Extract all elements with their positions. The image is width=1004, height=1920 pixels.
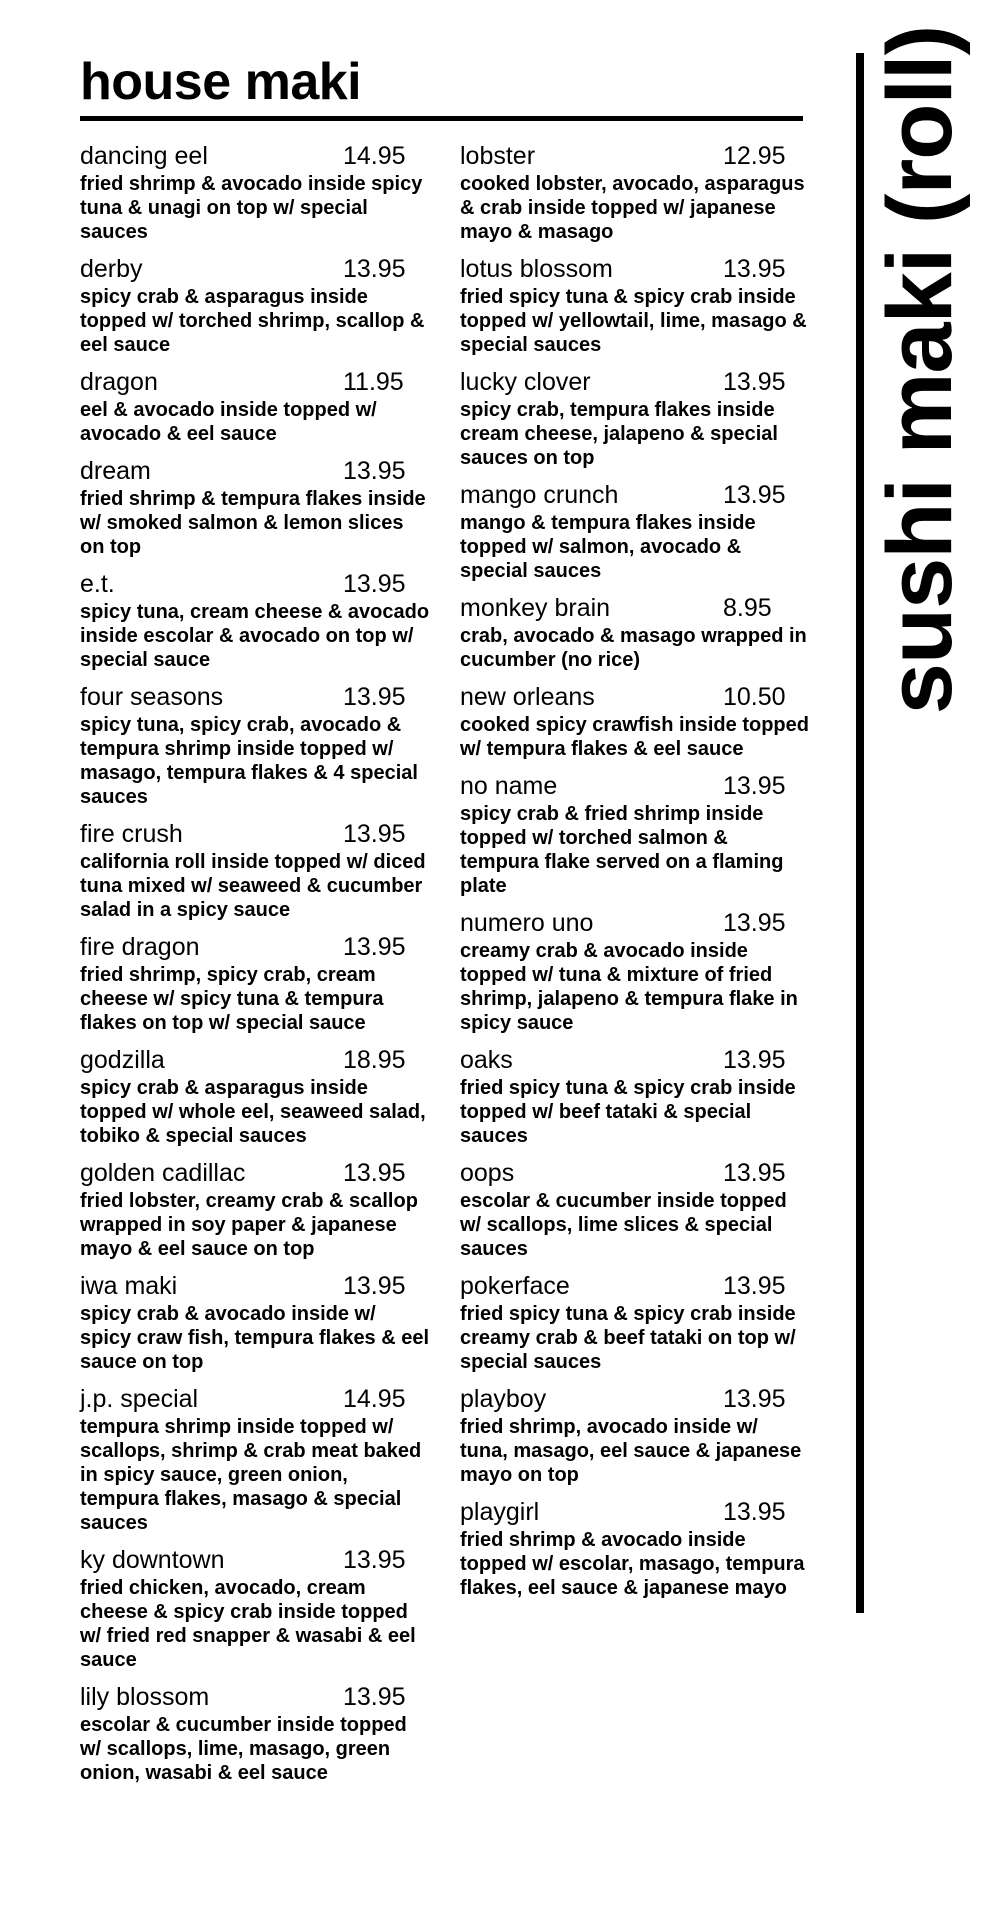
menu-item: [80, 1544, 430, 1672]
menu-item-header: [460, 681, 810, 713]
menu-item-name: pokerface: [460, 1272, 570, 1300]
menu-item-description: fried lobster, creamy crab & scallop wrapped in soy paper & japanese mayo & eel sauce on top: [80, 1190, 418, 1260]
menu-item-header: [80, 366, 430, 398]
menu-item: [80, 1270, 430, 1374]
menu-item-price: 13.95: [723, 1272, 786, 1300]
menu-item-description: california roll inside topped w/ diced tuna mixed w/ seaweed & cucumber salad in a spicy sauce: [80, 851, 426, 921]
menu-item-description: fried spicy tuna & spicy crab inside topped w/ yellowtail, lime, masago & special sauces: [460, 286, 807, 356]
menu-item-price: 13.95: [343, 457, 406, 485]
menu-item-header: [460, 770, 810, 802]
menu-item-price: 13.95: [343, 933, 406, 961]
menu-item-price: 13.95: [723, 1159, 786, 1187]
menu-item-name: lucky clover: [460, 368, 591, 396]
menu-item: [460, 140, 810, 244]
menu-item-price: 13.95: [723, 1385, 786, 1413]
menu-item-price: 18.95: [343, 1046, 406, 1074]
menu-item-header: [80, 455, 430, 487]
menu-item: [80, 366, 430, 446]
menu-item-price: 14.95: [343, 142, 406, 170]
menu-item-name: godzilla: [80, 1046, 165, 1074]
menu-column-right: [460, 140, 810, 1609]
menu-item: [460, 1270, 810, 1374]
menu-item-description: spicy crab & asparagus inside topped w/ torched shrimp, scallop & eel sauce: [80, 286, 425, 356]
menu-item-description: fried spicy tuna & spicy crab inside topped w/ beef tataki & special sauces: [460, 1077, 796, 1147]
menu-item-header: [80, 818, 430, 850]
menu-item-header: [80, 931, 430, 963]
menu-item-name: four seasons: [80, 683, 224, 711]
menu-item-name: e.t.: [80, 570, 115, 598]
menu-item-description: escolar & cucumber inside topped w/ scallops, lime, masago, green onion, wasabi & eel sauce: [80, 1714, 407, 1784]
menu-item-description: escolar & cucumber inside topped w/ scallops, lime slices & special sauces: [460, 1190, 787, 1260]
menu-item-price: 13.95: [723, 772, 786, 800]
menu-item-header: [80, 1044, 430, 1076]
menu-item-name: ky downtown: [80, 1546, 225, 1574]
menu-item: [80, 681, 430, 809]
menu-item-name: iwa maki: [80, 1272, 178, 1300]
menu-item: [80, 1681, 430, 1785]
menu-item-price: 11.95: [343, 368, 404, 396]
menu-item-header: [460, 1157, 810, 1189]
side-title: sushi maki (roll): [869, 25, 971, 715]
menu-item: [460, 1044, 810, 1148]
menu-item: [460, 253, 810, 357]
menu-item: [460, 681, 810, 761]
menu-item-price: 13.95: [343, 255, 406, 283]
menu-item-name: oaks: [460, 1046, 513, 1074]
menu-item-name: playboy: [460, 1385, 547, 1413]
menu-item-header: [460, 253, 810, 285]
menu-item: [460, 770, 810, 898]
side-divider: [856, 53, 864, 1613]
menu-item-price: 13.95: [343, 570, 406, 598]
menu-item-name: derby: [80, 255, 143, 283]
menu-item-header: [80, 1383, 430, 1415]
menu-item-price: 13.95: [723, 368, 786, 396]
menu-item-name: numero uno: [460, 909, 594, 937]
menu-item-header: [460, 907, 810, 939]
menu-item-description: fried shrimp & tempura flakes inside w/ smoked salmon & lemon slices on top: [80, 488, 426, 558]
menu-item-header: [80, 1681, 430, 1713]
menu-item: [80, 140, 430, 244]
menu-item: [460, 479, 810, 583]
menu-item-description: fried shrimp & avocado inside spicy tuna & unagi on top w/ special sauces: [80, 173, 423, 243]
menu-item-price: 8.95: [723, 594, 772, 622]
menu-item-header: [460, 592, 810, 624]
menu-item-name: no name: [460, 772, 558, 800]
menu-item-header: [460, 140, 810, 172]
menu-item-description: spicy crab & fried shrimp inside topped w/ torched salmon & tempura flake served on a flaming plate: [460, 803, 784, 897]
menu-item-price: 13.95: [723, 909, 786, 937]
menu-item-header: [460, 1270, 810, 1302]
menu-item-name: lily blossom: [80, 1683, 210, 1711]
menu-item: [80, 931, 430, 1035]
menu-item-name: golden cadillac: [80, 1159, 246, 1187]
menu-item-header: [460, 366, 810, 398]
menu-item-price: 13.95: [723, 481, 786, 509]
menu-item-header: [460, 1496, 810, 1528]
menu-item-header: [80, 681, 430, 713]
menu-item-price: 13.95: [343, 1272, 406, 1300]
menu-item-header: [80, 1544, 430, 1576]
menu-item-header: [80, 140, 430, 172]
menu-item-description: fried shrimp, spicy crab, cream cheese w/ spicy tuna & tempura flakes on top w/ special sauce: [80, 964, 384, 1034]
menu-item-description: tempura shrimp inside topped w/ scallops, shrimp & crab meat baked in spicy sauce, green onion, tempura flakes, masago & special sauces: [80, 1416, 422, 1534]
menu-item-price: 13.95: [343, 683, 406, 711]
menu-item-name: dragon: [80, 368, 158, 396]
menu-item-description: spicy tuna, cream cheese & avocado inside escolar & avocado on top w/ special sauce: [80, 601, 430, 671]
menu-item-price: 13.95: [723, 1498, 786, 1526]
menu-item-price: 14.95: [343, 1385, 406, 1413]
menu-item: [80, 253, 430, 357]
menu-item: [460, 366, 810, 470]
menu-item: [460, 1383, 810, 1487]
menu-item-price: 13.95: [343, 1546, 406, 1574]
menu-item-name: fire crush: [80, 820, 183, 848]
menu-item: [460, 907, 810, 1035]
menu-item-description: crab, avocado & masago wrapped in cucumber (no rice): [460, 625, 807, 671]
menu-item-price: 13.95: [343, 1683, 406, 1711]
menu-item-description: spicy crab, tempura flakes inside cream cheese, jalapeno & special sauces on top: [460, 399, 778, 469]
menu-item-description: mango & tempura flakes inside topped w/ salmon, avocado & special sauces: [460, 512, 756, 582]
menu-item-description: creamy crab & avocado inside topped w/ tuna & mixture of fried shrimp, jalapeno & tempura flake in spicy sauce: [460, 940, 798, 1034]
menu-item-description: spicy tuna, spicy crab, avocado & tempura shrimp inside topped w/ masago, tempura flakes & 4 special sauces: [80, 714, 418, 808]
menu-item-name: new orleans: [460, 683, 595, 711]
menu-item-description: fried spicy tuna & spicy crab inside creamy crab & beef tataki on top w/ special sauces: [460, 1303, 796, 1373]
menu-item-header: [80, 568, 430, 600]
menu-item: [80, 568, 430, 672]
menu-item-description: spicy crab & avocado inside w/ spicy craw fish, tempura flakes & eel sauce on top: [80, 1303, 430, 1373]
menu-item-description: fried shrimp & avocado inside topped w/ escolar, masago, tempura flakes, eel sauce & japanese mayo: [460, 1529, 805, 1599]
menu-item-price: 13.95: [343, 1159, 406, 1187]
menu-item: [80, 1044, 430, 1148]
menu-item: [460, 1496, 810, 1600]
menu-item: [460, 1157, 810, 1261]
menu-item-name: monkey brain: [460, 594, 611, 622]
menu-item-description: cooked lobster, avocado, asparagus & crab inside topped w/ japanese mayo & masago: [460, 173, 805, 243]
menu-item: [80, 455, 430, 559]
menu-item-header: [460, 1044, 810, 1076]
menu-item-price: 13.95: [343, 820, 406, 848]
menu-item-description: fried shrimp, avocado inside w/ tuna, masago, eel sauce & japanese mayo on top: [460, 1416, 802, 1486]
menu-item-description: eel & avocado inside topped w/ avocado & eel sauce: [80, 399, 377, 445]
menu-item-name: dancing eel: [80, 142, 208, 170]
page-title: house maki: [80, 53, 362, 111]
menu-item-name: dream: [80, 457, 151, 485]
menu-item-description: cooked spicy crawfish inside topped w/ tempura flakes & eel sauce: [460, 714, 809, 760]
menu-item-name: fire dragon: [80, 933, 200, 961]
menu-item-header: [80, 253, 430, 285]
menu-item-header: [460, 1383, 810, 1415]
menu-column-left: [80, 140, 430, 1794]
menu-item: [80, 1157, 430, 1261]
menu-item-name: lobster: [460, 142, 536, 170]
title-divider: [80, 116, 803, 121]
menu-item-name: lotus blossom: [460, 255, 613, 283]
menu-item-name: j.p. special: [80, 1385, 199, 1413]
menu-item: [460, 592, 810, 672]
menu-item-name: oops: [460, 1159, 515, 1187]
menu-item-header: [80, 1157, 430, 1189]
menu-item-header: [80, 1270, 430, 1302]
menu-item-description: spicy crab & asparagus inside topped w/ whole eel, seaweed salad, tobiko & special sauces: [80, 1077, 426, 1147]
menu-item-price: 13.95: [723, 1046, 786, 1074]
menu-item-name: mango crunch: [460, 481, 619, 509]
menu-item: [80, 1383, 430, 1535]
menu-item-price: 12.95: [723, 142, 786, 170]
menu-item-description: fried chicken, avocado, cream cheese & spicy crab inside topped w/ fried red snapper & wasabi & eel sauce: [80, 1577, 416, 1671]
menu-item-price: 13.95: [723, 255, 786, 283]
menu-item-name: playgirl: [460, 1498, 540, 1526]
menu-item: [80, 818, 430, 922]
menu-item-header: [460, 479, 810, 511]
menu-item-price: 10.50: [723, 683, 786, 711]
